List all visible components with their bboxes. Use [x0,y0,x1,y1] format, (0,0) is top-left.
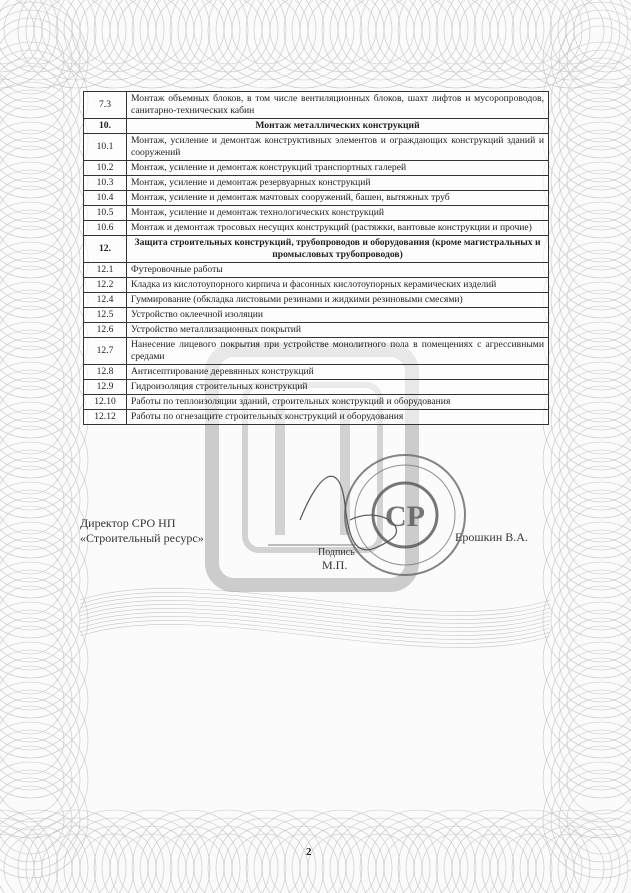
table-row [84,293,549,308]
row-text: Работы по теплоизоляции зданий, строительных конструкций и оборудования [127,395,549,410]
works-table [83,91,549,425]
row-number: 10.5 [84,206,127,221]
row-number: 12.2 [84,278,127,293]
row-text: Монтаж, усиление и демонтаж конструктивных элементов и ограждающих конструкций зданий и сооружений [127,134,549,161]
table-row [84,365,549,380]
table-row [84,395,549,410]
signatory-title-line1: Директор СРО НП [80,516,176,530]
row-text: Нанесение лицевого покрытия при устройстве монолитного пола в помещениях с агрессивными средами [127,338,549,365]
table-row [84,206,549,221]
row-number: 10.3 [84,176,127,191]
row-text: Монтаж и демонтаж тросовых несущих конструкций (растяжки, вантовые конструкции и прочие) [127,221,549,236]
row-text: Работы по огнезащите строительных конструкций и оборудования [127,410,549,425]
row-text: Футеровочные работы [127,263,549,278]
row-text: Монтаж, усиление и демонтаж конструкций транспортных галерей [127,161,549,176]
table-row [84,410,549,425]
stamp-text: СР [385,500,425,533]
table-row [84,338,549,365]
row-text: Гуммирование (обкладка листовыми резинами и жидкими резиновыми смесями) [127,293,549,308]
row-text: Устройство оклеечной изоляции [127,308,549,323]
row-text: Монтаж металлических конструкций [127,119,549,134]
row-text: Гидроизоляция строительных конструкций [127,380,549,395]
row-number: 10.4 [84,191,127,206]
row-number: 12.9 [84,380,127,395]
table-row [84,161,549,176]
row-number: 12.8 [84,365,127,380]
row-number: 12.10 [84,395,127,410]
table-row [84,92,549,119]
row-number: 12. [84,236,127,263]
row-number: 12.1 [84,263,127,278]
table-row [84,221,549,236]
row-number: 7.3 [84,92,127,119]
signatory-title [80,516,204,546]
signature-label: Подпись [318,547,355,558]
table-row [84,380,549,395]
row-text: Защита строительных конструкций, трубопроводов и оборудования (кроме магистральных и промысловых трубопроводов) [127,236,549,263]
row-text: Монтаж, усиление и демонтаж мачтовых сооружений, башен, вытяжных труб [127,191,549,206]
table-row [84,308,549,323]
signatory-title-line2: «Строительный ресурс» [80,531,204,545]
row-number: 12.6 [84,323,127,338]
row-number: 12.5 [84,308,127,323]
page-number: 2 [306,846,312,858]
table-row [84,134,549,161]
row-text: Монтаж объемных блоков, в том числе вентиляционных блоков, шахт лифтов и мусоропроводов, санитарно-технических кабин [127,92,549,119]
table-row [84,263,549,278]
row-number: 10.1 [84,134,127,161]
signatory-name: Ерошкин В.А. [455,530,528,544]
row-text: Монтаж, усиление и демонтаж технологических конструкций [127,206,549,221]
row-text: Кладка из кислотоупорного кирпича и фасонных кислотоупорных керамических изделий [127,278,549,293]
row-text: Антисептирование деревянных конструкций [127,365,549,380]
row-text: Монтаж, усиление и демонтаж резервуарных конструкций [127,176,549,191]
section-row [84,236,549,263]
row-number: 12.7 [84,338,127,365]
table-row [84,278,549,293]
table-row [84,323,549,338]
row-number: 10.2 [84,161,127,176]
row-number: 12.12 [84,410,127,425]
row-number: 12.4 [84,293,127,308]
row-text: Устройство металлизационных покрытий [127,323,549,338]
stamp-label: М.П. [322,558,348,572]
row-number: 10. [84,119,127,134]
section-row [84,119,549,134]
table-row [84,191,549,206]
row-number: 10.6 [84,221,127,236]
table-row [84,176,549,191]
